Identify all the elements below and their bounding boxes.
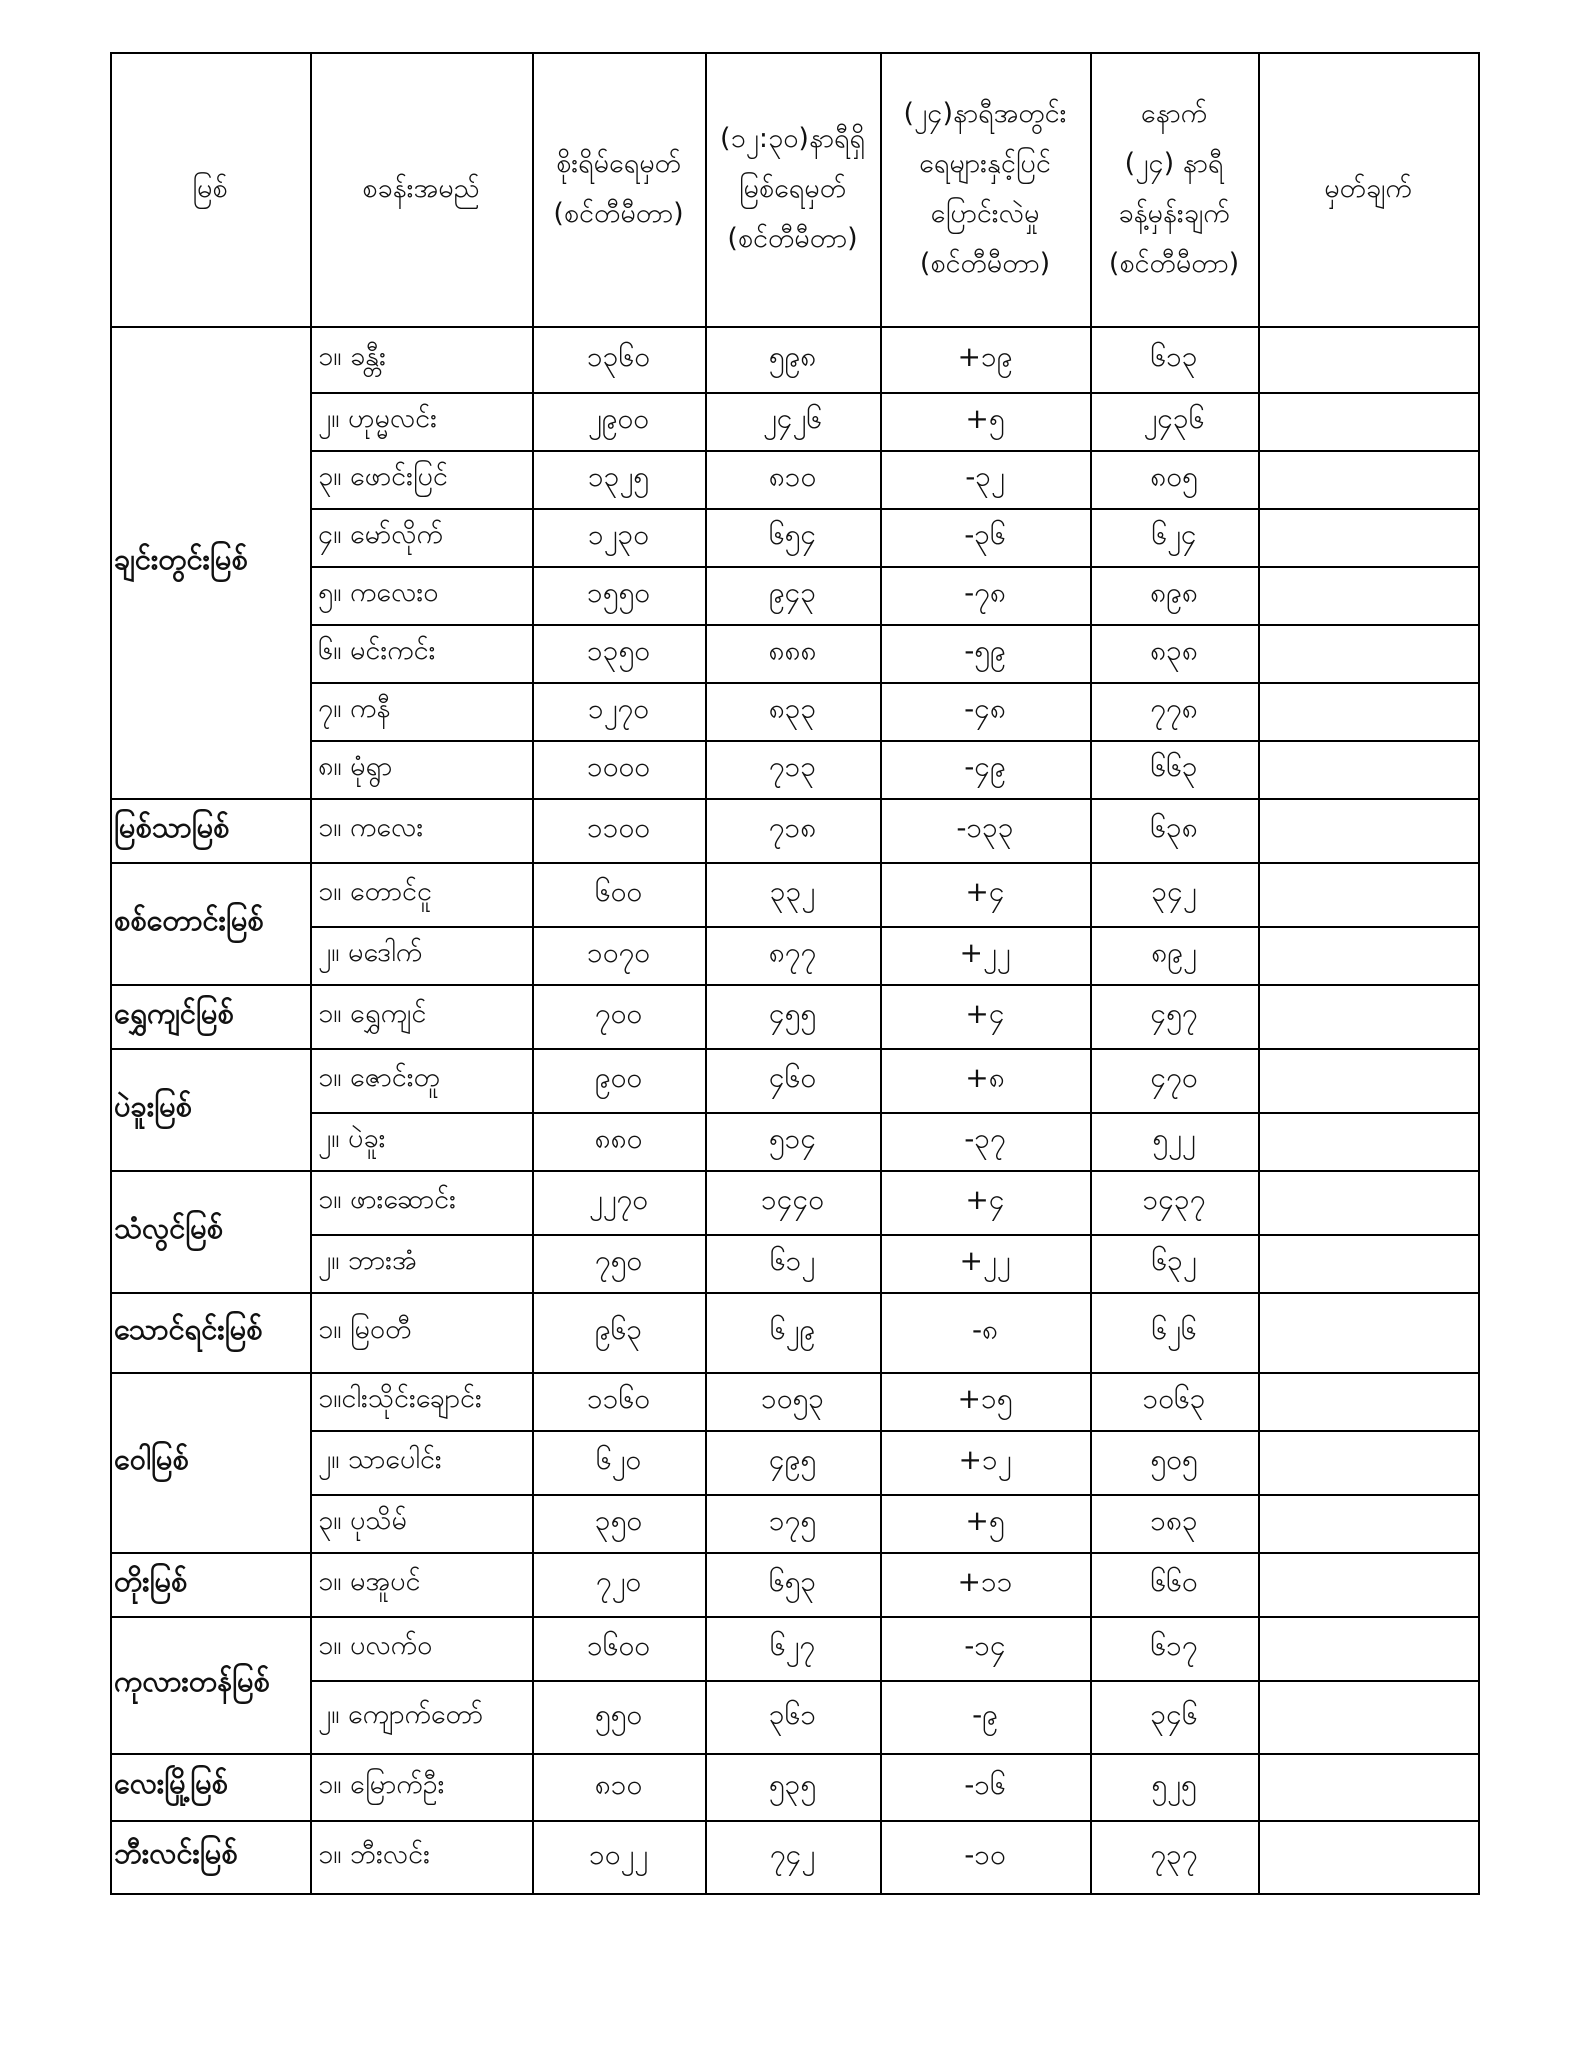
forecast-cell: ၆၆၀ <box>1150 1565 1198 1598</box>
station-name-cell: ၁။ငါးသိုင်းချောင်း <box>318 1383 482 1414</box>
station-name-cell: ၂။ ကျောက်တော် <box>318 1698 483 1730</box>
forecast-cell: ၆၂၆ <box>1151 1313 1197 1346</box>
level-change-cell: +၄ <box>965 875 1005 908</box>
header-cell-0: မြစ် <box>192 173 228 204</box>
danger-level-cell: ၉၀၀ <box>594 1061 643 1094</box>
level-change-cell: +၁၂ <box>958 1443 1012 1476</box>
station-name-cell: ၂။ မဒေါက် <box>318 937 423 968</box>
river-name-cell: ကုလားတန်မြစ် <box>114 1664 270 1698</box>
current-level-cell: ၈၈၈ <box>768 634 817 667</box>
header-cell-1: စခန်းအမည် <box>362 173 480 204</box>
current-level-cell: ၂၄၂၆ <box>762 402 822 435</box>
danger-level-cell: ၁၃၆၀ <box>587 340 650 373</box>
remark-cell <box>1258 862 1478 926</box>
station-name-cell: ၁။ ခန္တီး <box>318 341 386 372</box>
station-name-cell: ၄။ မော်လိုက် <box>318 519 443 550</box>
danger-level-cell: ၁၃၅၀ <box>587 634 650 667</box>
forecast-cell: ၅၀၅ <box>1150 1443 1198 1476</box>
current-level-cell: ၁၇၅ <box>768 1504 817 1537</box>
danger-level-cell: ၁၁၆၀ <box>587 1382 650 1415</box>
river-name-cell: မြစ်သာမြစ် <box>114 809 230 844</box>
forecast-cell: ၈၃၈ <box>1150 634 1198 667</box>
remark-cell <box>1258 1170 1478 1234</box>
danger-level-cell: ၇၅၀ <box>594 1244 643 1277</box>
current-level-cell: ၄၉၅ <box>768 1443 817 1476</box>
danger-level-cell: ၂၂၇၀ <box>588 1183 648 1216</box>
forecast-cell: ၅၂၂ <box>1152 1122 1196 1155</box>
forecast-cell: ၄၅၇ <box>1150 997 1198 1030</box>
station-name-cell: ၁။ ရွှေကျင် <box>318 998 427 1029</box>
danger-level-cell: ၁၆၀၀ <box>587 1629 650 1662</box>
current-level-cell: ၇၁၃ <box>768 750 817 783</box>
forecast-cell: ၆၃၈ <box>1150 811 1198 844</box>
current-level-cell: ၈၇၇ <box>768 936 817 969</box>
remark-cell <box>1258 1616 1478 1680</box>
forecast-cell: ၆၁၇ <box>1150 1629 1198 1662</box>
level-change-cell: +၂၂ <box>959 936 1011 969</box>
level-change-cell: +၄ <box>965 997 1005 1030</box>
station-name-cell: ၁။ ကလေး <box>318 812 424 843</box>
current-level-cell: ၇၁၈ <box>768 811 817 844</box>
station-name-cell: ၃။ ပုသိမ် <box>318 1505 407 1536</box>
forecast-cell: ၇၇၈ <box>1150 692 1198 725</box>
danger-level-cell: ၂၉၀၀ <box>587 402 649 435</box>
header-cell-5: နောက် (၂၄) နာရီ ခန့်မှန်းချက် (စင်တီမီတာ) <box>1108 98 1240 279</box>
danger-level-cell: ၁၀၇၀ <box>587 936 650 969</box>
station-name-cell: ၇။ ကနီ <box>318 693 391 724</box>
forecast-cell: ၆၂၄ <box>1151 518 1197 551</box>
forecast-cell: ၁၄၃၇ <box>1142 1183 1206 1216</box>
remark-cell <box>1258 1234 1478 1292</box>
remark-cell <box>1258 566 1478 624</box>
level-change-cell: -၁၄ <box>964 1629 1006 1662</box>
remark-cell <box>1258 1552 1478 1616</box>
level-change-cell: +၈ <box>965 1061 1005 1094</box>
level-change-cell: +၁၁ <box>957 1565 1013 1598</box>
level-change-cell: -၃၇ <box>964 1122 1006 1155</box>
river-name-cell: ပဲခူးမြစ် <box>114 1088 192 1123</box>
level-change-cell: -၉ <box>972 1697 998 1731</box>
forecast-cell: ၈၉၂ <box>1151 936 1197 969</box>
current-level-cell: ၅၉၈ <box>768 340 817 373</box>
station-name-cell: ၆။ မင်းကင်း <box>318 635 436 666</box>
forecast-cell: ၆၆၃ <box>1150 750 1198 783</box>
danger-level-cell: ၁၃၂၅ <box>587 460 649 493</box>
current-level-cell: ၅၁၄ <box>768 1122 817 1155</box>
river-name-cell: ချင်းတွင်းမြစ် <box>114 541 248 576</box>
remark-cell <box>1258 682 1478 740</box>
level-change-cell: +၄ <box>965 1183 1005 1216</box>
level-change-cell: -၁၆ <box>964 1767 1006 1801</box>
level-change-cell: -၃၂ <box>965 460 1005 493</box>
remark-cell <box>1258 926 1478 984</box>
station-name-cell: ၈။ မုံရွာ <box>318 751 393 782</box>
remark-cell <box>1258 392 1478 450</box>
remark-cell <box>1258 1820 1478 1893</box>
current-level-cell: ၁၄၄၀ <box>761 1183 824 1216</box>
danger-level-cell: ၇၀၀ <box>594 997 643 1030</box>
river-name-cell: သောင်ရင်းမြစ် <box>114 1311 263 1346</box>
current-level-cell: ၇၄၂ <box>769 1837 816 1871</box>
station-name-cell: ၁။ ဇောင်းတူ <box>318 1062 440 1093</box>
danger-level-cell: ၆၂၀ <box>595 1443 642 1476</box>
header-cell-2: စိုးရိမ်ရေမှတ် (စင်တီမီတာ) <box>553 148 684 229</box>
header-cell-4: (၂၄)နာရီအတွင်း ရေများနှင့်ပြင် ပြောင်းလဲမှု (စင်တီမီတာ) <box>903 98 1067 279</box>
remark-cell <box>1258 450 1478 508</box>
danger-level-cell: ၃၅၀ <box>594 1504 643 1537</box>
current-level-cell: ၈၃၃ <box>768 692 817 725</box>
station-name-cell: ၁။ မြဝတီ <box>318 1314 412 1345</box>
remark-cell <box>1258 1753 1478 1820</box>
river-name-cell: သံလွင်မြစ် <box>114 1210 224 1245</box>
level-change-cell: +၅ <box>965 402 1005 435</box>
level-change-cell: +၁၅ <box>957 1382 1013 1415</box>
remark-cell <box>1258 1372 1478 1430</box>
station-name-cell: ၁။ မအူပင် <box>318 1566 421 1597</box>
level-change-cell: +၁၉ <box>957 340 1013 373</box>
danger-level-cell: ၁၀၂၂ <box>588 1837 648 1871</box>
forecast-cell: ၃၄၆ <box>1150 1697 1198 1731</box>
level-change-cell: -၈ <box>971 1313 999 1346</box>
forecast-cell: ၄၇၀ <box>1150 1061 1198 1094</box>
level-change-cell: -၃၆ <box>964 518 1006 551</box>
remark-cell <box>1258 1112 1478 1170</box>
station-name-cell: ၂။ ဘားအံ <box>318 1245 417 1276</box>
level-change-cell: -၄၉ <box>964 750 1006 783</box>
remark-cell <box>1258 1680 1478 1753</box>
remark-cell <box>1258 508 1478 566</box>
current-level-cell: ၆၂၉ <box>769 1313 816 1346</box>
station-name-cell: ၂။ သာပေါင်း <box>318 1444 442 1475</box>
current-level-cell: ၅၃၅ <box>768 1767 817 1801</box>
current-level-cell: ၄၆၀ <box>768 1061 817 1094</box>
station-name-cell: ၁။ ဘီးလင်း <box>318 1838 430 1870</box>
danger-level-cell: ၁၁၀၀ <box>587 811 650 844</box>
danger-level-cell: ၆၀၀ <box>594 875 643 908</box>
river-name-cell: ရွှေကျင်မြစ် <box>114 995 234 1030</box>
header-cell-3: (၁၂:၃၀)နာရီရှိ မြစ်ရေမှတ် (စင်တီမီတာ) <box>719 123 866 254</box>
level-change-cell: -၁၃၃ <box>956 811 1014 844</box>
river-name-cell: တိုးမြစ် <box>114 1563 188 1598</box>
danger-level-cell: ၁၅၅၀ <box>587 576 650 609</box>
level-change-cell: -၅၉ <box>964 634 1006 667</box>
level-change-cell: +၂၂ <box>959 1244 1011 1277</box>
forecast-cell: ၇၃၇ <box>1150 1837 1198 1871</box>
river-name-cell: ဘီးလင်းမြစ် <box>114 1836 238 1870</box>
river-name-cell: စစ်တောင်းမြစ် <box>114 902 264 937</box>
current-level-cell: ၆၂၇ <box>769 1629 816 1662</box>
station-name-cell: ၁။ တောင်ငူ <box>318 876 432 907</box>
forecast-cell: ၈၀၅ <box>1150 460 1198 493</box>
current-level-cell: ၆၅၃ <box>768 1565 817 1598</box>
danger-level-cell: ၁၂၃၀ <box>587 518 649 551</box>
danger-level-cell: ၈၈၀ <box>594 1122 643 1155</box>
remark-cell <box>1258 1494 1478 1552</box>
river-name-cell: ဝေါမြစ် <box>114 1441 189 1476</box>
danger-level-cell: ၁၂၇၀ <box>587 692 649 725</box>
remark-cell <box>1258 1292 1478 1372</box>
remark-cell <box>1258 326 1478 392</box>
level-change-cell: +၅ <box>965 1504 1005 1537</box>
remark-cell <box>1258 798 1478 862</box>
forecast-cell: ၃၄၂ <box>1151 875 1197 908</box>
current-level-cell: ၃၃၂ <box>769 875 816 908</box>
forecast-cell: ၈၉၈ <box>1150 576 1198 609</box>
danger-level-cell: ၉၆၃ <box>594 1313 643 1346</box>
station-name-cell: ၁။ ဖားဆောင်း <box>318 1184 456 1215</box>
danger-level-cell: ၅၅၀ <box>594 1697 643 1731</box>
station-name-cell: ၂။ ပဲခူး <box>318 1123 386 1154</box>
remark-cell <box>1258 624 1478 682</box>
column-border-7 <box>1478 52 1480 1895</box>
danger-level-cell: ၈၁၀ <box>594 1767 643 1801</box>
current-level-cell: ၉၄၃ <box>768 576 817 609</box>
header-cell-6: မှတ်ချက် <box>1324 173 1412 204</box>
current-level-cell: ၆၅၄ <box>768 518 817 551</box>
group-bottom-border <box>110 1893 1480 1895</box>
forecast-cell: ၁၈၃ <box>1150 1504 1198 1537</box>
current-level-cell: ၃၆၁ <box>768 1697 817 1731</box>
current-level-cell: ၄၅၅ <box>768 997 817 1030</box>
level-change-cell: -၇၈ <box>964 576 1006 609</box>
remark-cell <box>1258 1048 1478 1112</box>
river-name-cell: လေးမြို့မြစ် <box>114 1766 228 1800</box>
current-level-cell: ၈၁၀ <box>768 460 817 493</box>
forecast-cell: ၅၂၅ <box>1151 1767 1197 1801</box>
remark-cell <box>1258 740 1478 798</box>
station-name-cell: ၅။ ကလေးဝ <box>318 577 439 608</box>
current-level-cell: ၁၀၅၃ <box>761 1382 824 1415</box>
remark-cell <box>1258 984 1478 1048</box>
remark-cell <box>1258 1430 1478 1494</box>
danger-level-cell: ၇၂၀ <box>595 1565 642 1598</box>
forecast-cell: ၂၄၃၆ <box>1143 402 1205 435</box>
station-name-cell: ၁။ ပလက်ဝ <box>318 1630 433 1661</box>
forecast-cell: ၁၀၆၃ <box>1142 1382 1206 1415</box>
level-change-cell: -၄၈ <box>964 692 1006 725</box>
level-change-cell: -၁၀ <box>964 1837 1006 1871</box>
station-name-cell: ၁။ မြောက်ဦး <box>318 1768 445 1800</box>
station-name-cell: ၂။ ဟုမ္မလင်း <box>318 403 438 434</box>
station-name-cell: ၃။ ဖောင်းပြင် <box>318 461 448 492</box>
forecast-cell: ၆၁၃ <box>1150 340 1198 373</box>
forecast-cell: ၆၃၂ <box>1151 1244 1197 1277</box>
danger-level-cell: ၁၀၀၀ <box>587 750 650 783</box>
current-level-cell: ၆၁၂ <box>769 1244 816 1277</box>
